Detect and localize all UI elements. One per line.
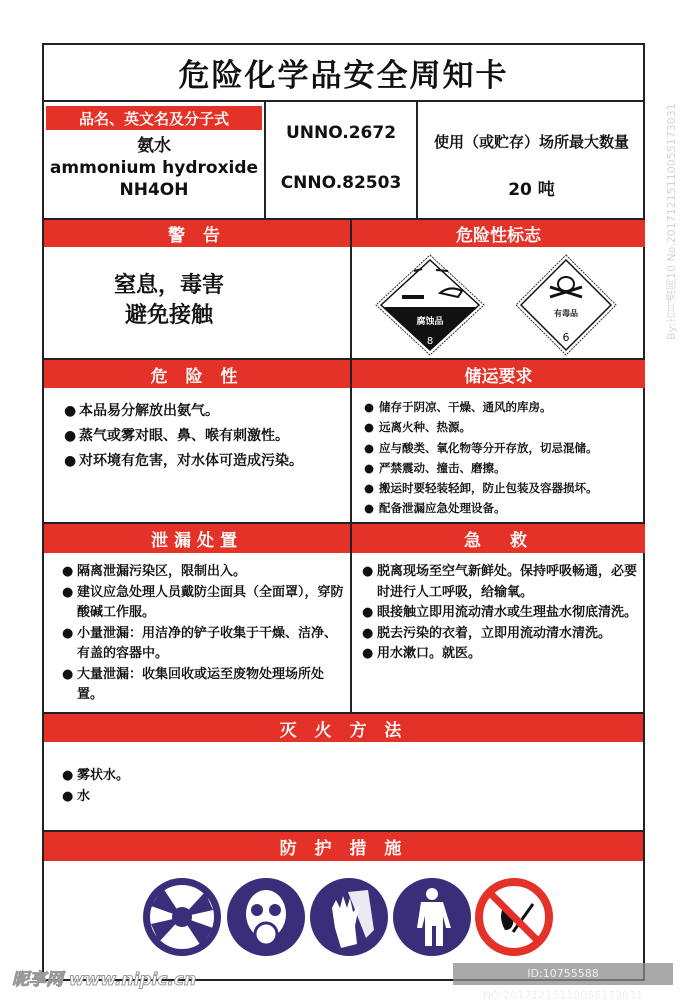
watermark-id: ID:10755588 NO:20171215110055173031 <box>453 963 673 985</box>
no-fire-icon <box>475 878 553 956</box>
hazards-list <box>64 399 349 474</box>
product-formula: NH4OH <box>119 180 189 200</box>
list-item: ● 隔离泄漏污染区，限制出入。 <box>62 562 344 583</box>
spill-header: 泄漏处置 <box>44 524 350 553</box>
product-en-name: ammonium hydroxide <box>49 158 259 178</box>
product-cell <box>44 102 264 220</box>
protective-suit-icon <box>393 878 471 956</box>
list-item: ● 脱离现场至空气新鲜处。保持呼吸畅通，必要时进行人工呼吸，给输氧。 <box>362 562 640 603</box>
list-item: ● 配备泄漏应急处理设备。 <box>364 498 644 518</box>
spill-list <box>62 562 344 706</box>
gas-mask-icon <box>227 878 305 956</box>
warning-header: 警 告 <box>44 220 350 247</box>
corrosive-label: 腐蚀品 <box>416 317 444 327</box>
protection-header: 防 护 措 施 <box>44 832 643 861</box>
hazard-signs-header: 危险性标志 <box>352 220 645 247</box>
list-item: ● 小量泄漏：用洁净的铲子收集于干燥、洁净、有盖的容器中。 <box>62 624 344 665</box>
list-item: ● 脱去污染的衣着，立即用流动清水清洗。 <box>362 624 640 645</box>
fire-header: 灭 火 方 法 <box>44 714 643 742</box>
warning-line: 窒息，毒害 <box>113 273 224 298</box>
toxic-class: 6 <box>562 331 570 344</box>
watermark-logo: 昵享网 www.nipic.cn <box>12 970 197 990</box>
fire-list <box>62 765 129 807</box>
list-item: ● 储存于阴凉、干燥、通风的库房。 <box>364 397 644 417</box>
list-item: ● 眼接触立即用流动清水或生理盐水彻底清洗。 <box>362 603 640 624</box>
hazards-header: 危 险 性 <box>44 360 350 388</box>
watermark-side: By:古月漕阁10 No.20171215110055173031 <box>665 103 678 340</box>
card-title: 危险化学品安全周知卡 <box>44 45 643 102</box>
divider <box>350 220 352 714</box>
warning-line: 避免接触 <box>124 303 213 328</box>
max-quantity-value: 20 吨 <box>508 180 555 200</box>
toxic-label: 有毒品 <box>554 309 578 318</box>
corrosive-class: 8 <box>426 336 434 347</box>
product-cn-name: 氨水 <box>137 136 171 156</box>
list-item: ● 对环境有危害，对水体可造成污染。 <box>64 449 349 474</box>
gloves-icon <box>310 878 388 956</box>
list-item: ● 搬运时要轻装轻卸，防止包装及容器损坏。 <box>364 478 644 498</box>
list-item: ● 大量泄漏：收集回收或运至废物处理场所处置。 <box>62 665 344 706</box>
divider <box>264 102 266 220</box>
divider <box>416 102 418 220</box>
first-aid-header: 急 救 <box>352 524 645 553</box>
list-item: ● 蒸气或雾对眼、鼻、喉有刺激性。 <box>64 424 349 449</box>
max-quantity-label: 使用（或贮存）场所最大数量 <box>433 133 629 151</box>
product-label: 品名、英文名及分子式 <box>46 106 262 130</box>
safety-card <box>42 43 645 981</box>
un-number: UNNO.2672 <box>285 123 397 143</box>
first-aid-list <box>362 562 640 665</box>
list-item: ● 应与酸类、氧化物等分开存放，切忌混储。 <box>364 438 644 458</box>
list-item: ● 严禁震动、撞击、磨擦。 <box>364 458 644 478</box>
list-item: ● 用水漱口。就医。 <box>362 644 640 665</box>
warning-text <box>84 271 254 331</box>
list-item: ● 水 <box>62 786 129 807</box>
product-names <box>44 135 264 201</box>
cn-number: CNNO.82503 <box>280 173 402 193</box>
toxic-skull-diamond-icon <box>514 253 618 357</box>
storage-list <box>364 397 644 519</box>
list-item: ● 远离火种、热源。 <box>364 417 644 437</box>
list-item: ● 本品易分解放出氨气。 <box>64 399 349 424</box>
list-item: ● 雾状水。 <box>62 765 129 786</box>
list-item: ● 建议应急处理人员戴防尘面具（全面罩），穿防酸碱工作服。 <box>62 583 344 624</box>
corrosive-diamond-icon <box>374 253 486 357</box>
storage-header: 储运要求 <box>352 360 645 388</box>
ventilation-fan-icon <box>143 878 221 956</box>
